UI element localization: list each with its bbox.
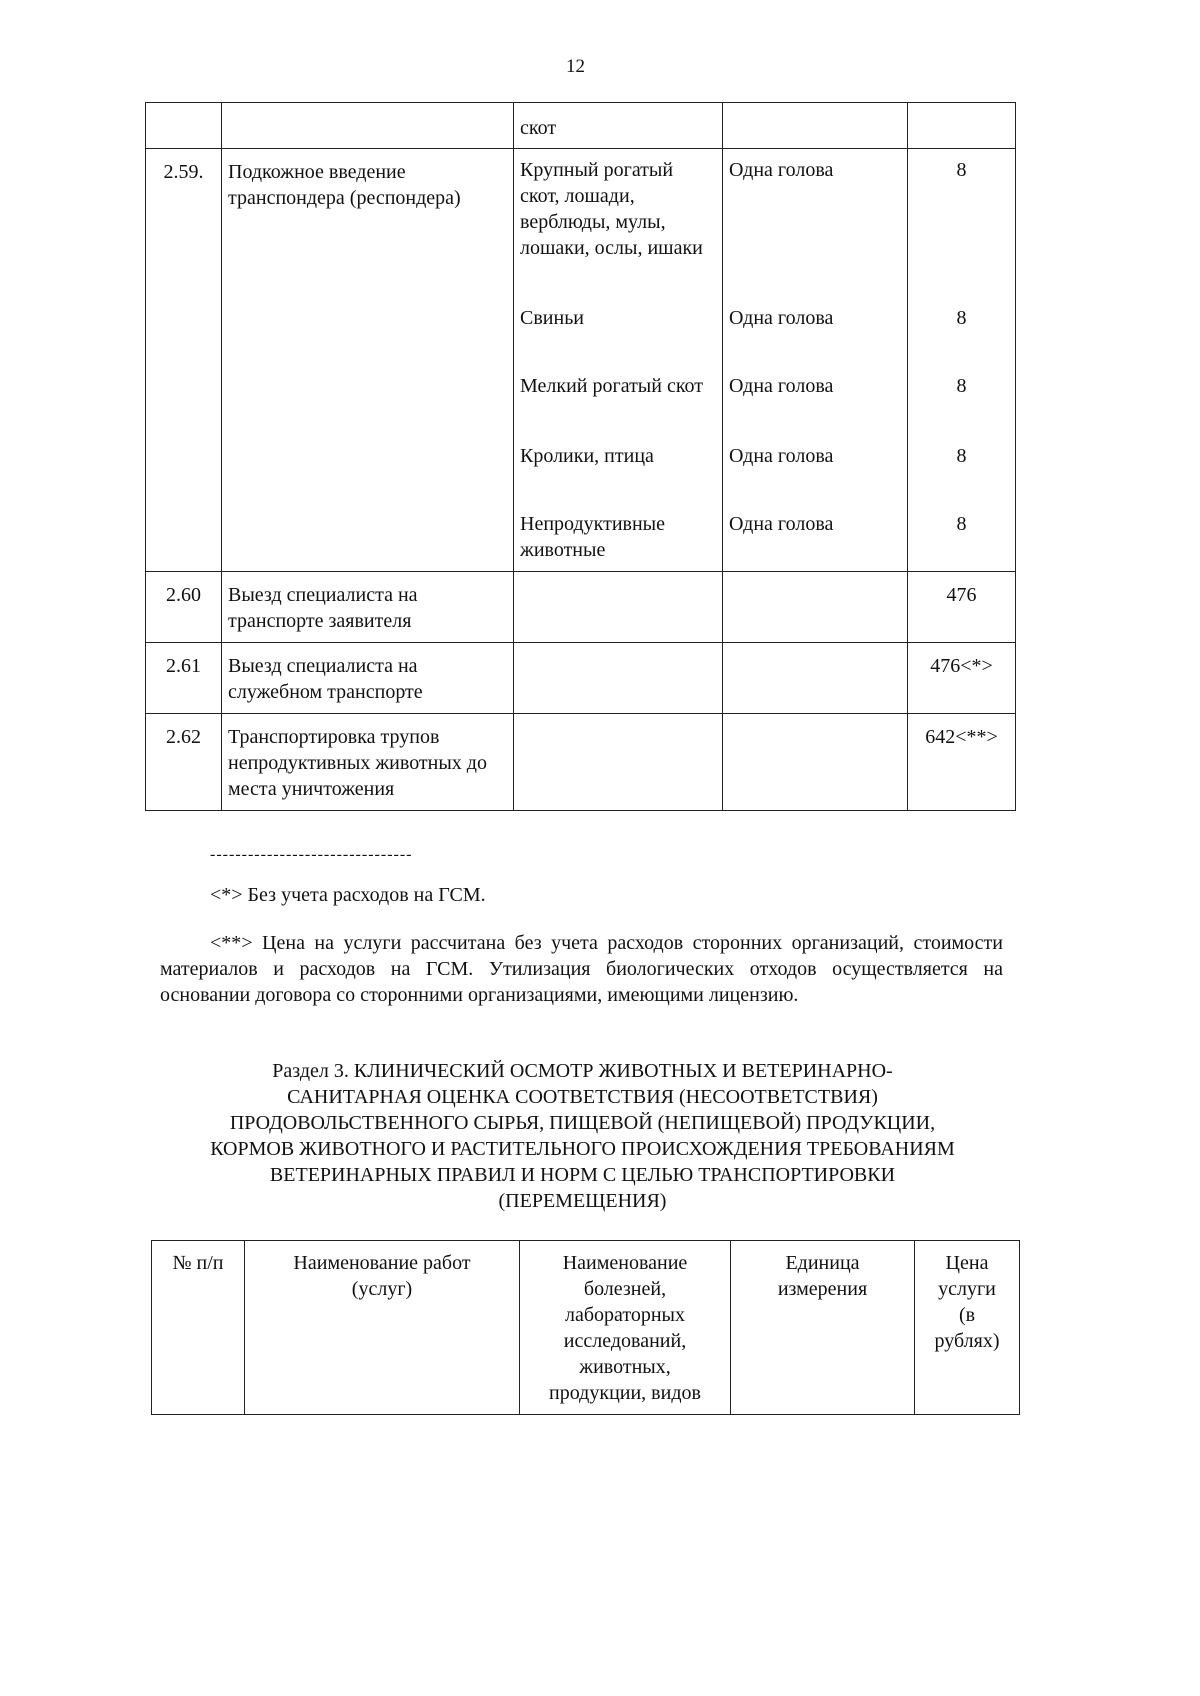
row-number (146, 714, 222, 811)
price-cell (908, 643, 1016, 714)
price-item: 8 (956, 375, 967, 397)
title-line: КОРМОВ ЖИВОТНОГО И РАСТИТЕЛЬНОГО ПРОИСХОЖДЕНИЯ ТРЕБОВАНИЯМ (210, 1138, 955, 1160)
unit-item: Одна голова (729, 375, 834, 397)
table-cell (514, 643, 723, 714)
table-cell (723, 714, 908, 811)
table-row-2-61 (146, 643, 1016, 714)
table-row-continuation (146, 103, 1016, 149)
header-num: № п/п (152, 1241, 245, 1415)
section-3-title (155, 1058, 1010, 1214)
table-cell (514, 572, 723, 643)
cell-text: 476 (946, 584, 977, 606)
cell-text: Выезд специалиста на транспорте заявителя (228, 584, 418, 632)
table-row-2-60 (146, 572, 1016, 643)
table-cell (723, 103, 908, 149)
unit-item: Одна голова (729, 159, 834, 181)
section-3-table (151, 1240, 1020, 1415)
price-list (908, 149, 1016, 572)
price-item: 8 (956, 445, 967, 467)
price-item: 8 (956, 307, 967, 329)
header-subject: Наименование болезней, лабораторных исследований, животных, продукции, видов (520, 1241, 731, 1415)
price-cell (908, 572, 1016, 643)
price-table-continued (145, 102, 1016, 811)
unit-item: Одна голова (729, 445, 834, 467)
cell-text: 2.59. (163, 161, 204, 183)
table-row-2-59 (146, 149, 1016, 572)
cell-text: 2.61 (166, 655, 201, 677)
animal-list (514, 149, 723, 572)
price-cell (908, 714, 1016, 811)
footnote-2: <**> Цена на услуги рассчитана без учета расходов сторонних организаций, стоимости материалов и расходов на ГСМ. Утилизация биологических отходов осуществляется на основании договора со сторонними организациями, имеющими лицензию. (160, 932, 1003, 1006)
table-cell (222, 103, 514, 149)
cell-text: Выезд специалиста на служебном транспорте (228, 655, 423, 703)
service-name (222, 572, 514, 643)
header-price: Цена услуги (в рублях) (915, 1241, 1020, 1415)
title-line: САНИТАРНАЯ ОЦЕНКА СООТВЕТСТВИЯ (НЕСООТВЕТСТВИЯ) (287, 1086, 878, 1108)
table-cell (146, 103, 222, 149)
cell-text: 2.60 (166, 584, 201, 606)
row-number (146, 643, 222, 714)
animal-item: Крупный рогатый скот, лошади, верблюды, мулы, лошаки, ослы, ишаки (520, 159, 703, 259)
animal-item: Непродуктивные животные (520, 513, 665, 561)
service-name (222, 714, 514, 811)
animal-item: Мелкий рогатый скот (520, 375, 703, 397)
header-unit: Единица измерения (731, 1241, 915, 1415)
title-line: Раздел 3. КЛИНИЧЕСКИЙ ОСМОТР ЖИВОТНЫХ И ВЕТЕРИНАРНО- (272, 1060, 893, 1082)
cell-text: Подкожное введение транспондера (респондера) (228, 161, 461, 209)
title-line: (ПЕРЕМЕЩЕНИЯ) (498, 1190, 667, 1212)
table-cell-animal (514, 103, 723, 149)
table-cell (723, 643, 908, 714)
title-line: ВЕТЕРИНАРНЫХ ПРАВИЛ И НОРМ С ЦЕЛЬЮ ТРАНСПОРТИРОВКИ (269, 1164, 896, 1186)
row-number (146, 572, 222, 643)
row-number (146, 149, 222, 572)
title-line: ПРОДОВОЛЬСТВЕННОГО СЫРЬЯ, ПИЩЕВОЙ (НЕПИЩЕВОЙ) ПРОДУКЦИИ, (229, 1112, 936, 1134)
cell-text: 2.62 (166, 726, 201, 748)
table-header-row (152, 1241, 1020, 1415)
unit-list (723, 149, 908, 572)
footnote-1: <*> Без учета расходов на ГСМ. (210, 884, 486, 906)
unit-item: Одна голова (729, 307, 834, 329)
unit-item: Одна голова (729, 513, 834, 535)
cell-text: Транспортировка трупов непродуктивных животных до места уничтожения (228, 726, 487, 800)
service-name (222, 643, 514, 714)
table-cell (908, 103, 1016, 149)
header-name: Наименование работ (услуг) (245, 1241, 520, 1415)
animal-item: Кролики, птица (520, 445, 654, 467)
price-item: 8 (956, 159, 967, 181)
page-number: 12 (566, 56, 585, 77)
cell-text: скот (520, 117, 557, 139)
service-name (222, 149, 514, 572)
animal-item: Свиньи (520, 307, 585, 329)
table-cell (723, 572, 908, 643)
footnote-separator: -------------------------------- (210, 846, 413, 863)
table-row-2-62 (146, 714, 1016, 811)
cell-text: 642<**> (925, 726, 998, 748)
cell-text: 476<*> (930, 655, 993, 677)
table-cell (514, 714, 723, 811)
price-item: 8 (956, 513, 967, 535)
